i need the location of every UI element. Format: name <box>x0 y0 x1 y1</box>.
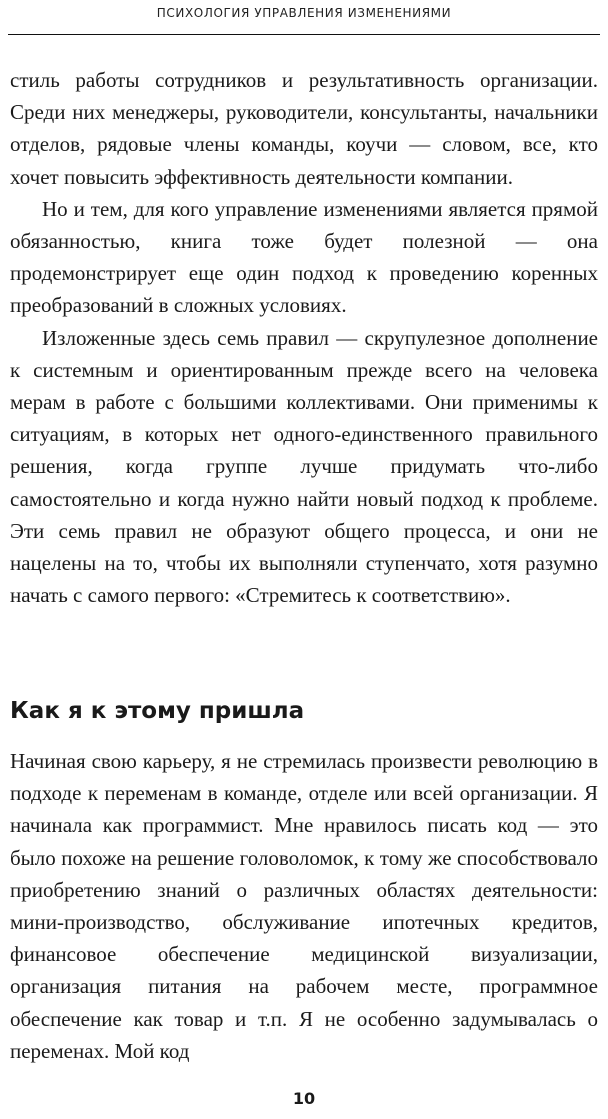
paragraph: Изложенные здесь семь правил — скрупулезное дополнение к системным и ориентированным прежде всего на человека мерам в работе с большими коллективами. Они применимы к ситуациям, в которых нет одного-единственного правильного решения, когда группе лучше придумать что-либо самостоятельно и когда нужно найти новый подход к проблеме. Эти семь правил не образуют общего процесса, и они не нацелены на то, чтобы их выполняли ступенчато, хотя разумно начать с самого первого: «Стремитесь к соответствию». <box>10 325 598 608</box>
header-rule <box>8 34 600 35</box>
body-text-bottom <box>10 745 598 1067</box>
body-text-top <box>10 64 598 611</box>
paragraph-continued: стиль работы сотрудников и результативность организации. Среди них менеджеры, руководители, консультанты, начальники отделов, рядовые члены команды, коучи — словом, все, кто хочет повысить эффективность деятельности компании. <box>10 68 598 189</box>
paragraph: Но и тем, для кого управление изменениями является прямой обязанностью, книга тоже будет полезной — она продемонстрирует еще один подход к проведению коренных преобразований в сложных условиях. <box>10 196 598 318</box>
page-number: 10 <box>292 1089 316 1108</box>
running-title: ПСИХОЛОГИЯ УПРАВЛЕНИЯ ИЗМЕНЕНИЯМИ <box>156 6 452 20</box>
section-heading: Как я к этому пришла <box>10 698 305 724</box>
paragraph: Начиная свою карьеру, я не стремилась произвести революцию в подходе к переменам в команде, отделе или всей организации. Я начинала как программист. Мне нравилось писать код — это было похоже на решение головоломок, к тому же способствовало приобретению знаний о различных областях деятельности: мини-производство, обслуживание ипотечных кредитов, финансовое обеспечение медицинской визуализации, организация питания на рабочем месте, программное обеспечение как товар и т.п. Я не особенно задумывалась о переменах. Мой код <box>10 749 598 1063</box>
